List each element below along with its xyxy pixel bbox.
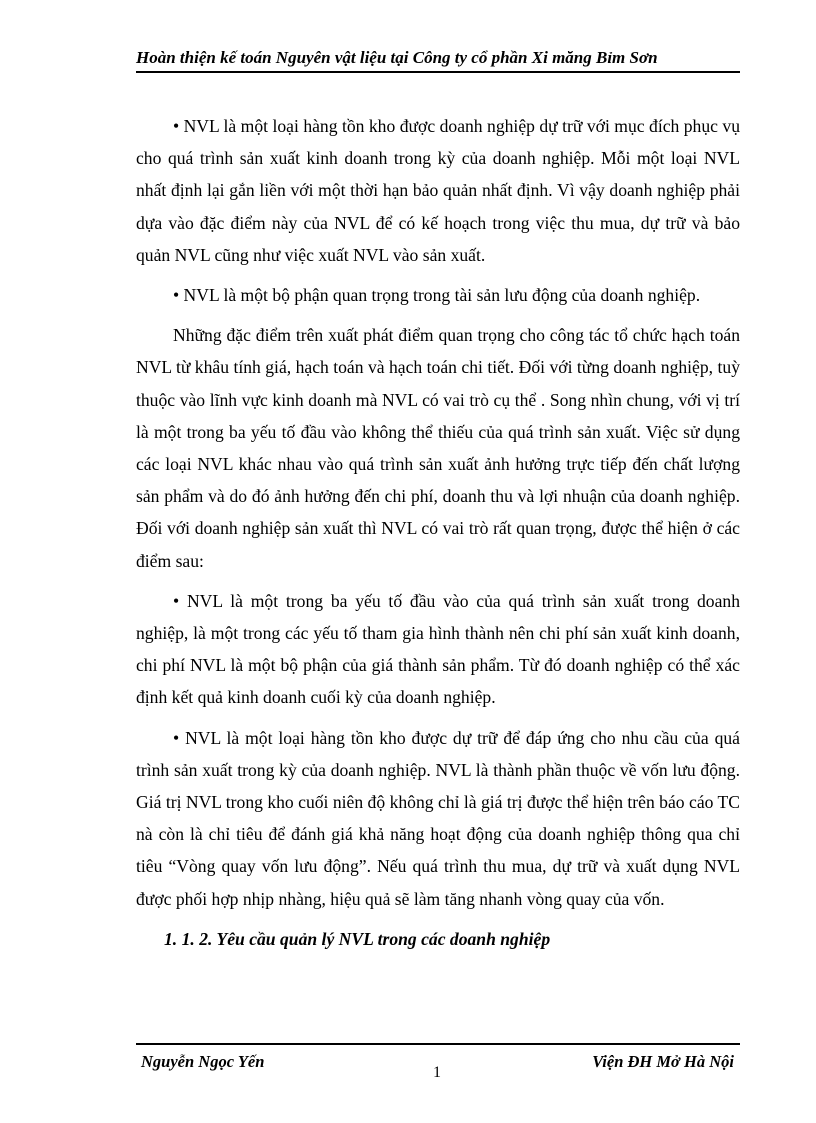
paragraph-characteristics: Những đặc điểm trên xuất phát điểm quan trọng cho công tác tổ chức hạch toán NVL từ khâu tính giá, hạch toán và hạch toán chi tiết. Đối với từng doanh nghiệp, tuỳ thuộc vào lĩnh vực kinh doanh mà NVL có vai trò cụ thể . Song nhìn chung, với vị trí là một trong ba yếu tố đầu vào không thể thiếu của quá trình sản xuất. Việc sử dụng các loại NVL khác nhau vào quá trình sản xuất ảnh hưởng trực tiếp đến chất lượng sản phẩm và do đó ảnh hưởng đến chi phí, doanh thu và lợi nhuận của doanh nghiệp. Đối với doanh nghiệp sản xuất thì NVL có vai trò rất quan trọng, được thể hiện ở các điểm sau: — [136, 325, 740, 571]
paragraph-nvl-working-capital: • NVL là một loại hàng tồn kho được dự trữ để đáp ứng cho nhu cầu của quá trình sản xuất trong kỳ của doanh nghiệp. NVL là thành phần thuộc về vốn lưu động. Giá trị NVL trong kho cuối niên độ không chỉ là giá trị được thể hiện trên báo cáo TC nà còn là chỉ tiêu để đánh giá khả năng hoạt động của doanh nghiệp thông qua chỉ tiêu “Vòng quay vốn lưu động”. Nếu quá trình thu mua, dự trữ và xuất dụng NVL được phối hợp nhịp nhàng, hiệu quả sẽ làm tăng nhanh vòng quay của vốn. — [136, 727, 740, 909]
page-number: 1 — [433, 1064, 441, 1081]
footer-institution: Viện ĐH Mở Hà Nội — [592, 1052, 734, 1071]
paragraph-nvl-input-factor: • NVL là một trong ba yếu tố đầu vào của quá trình sản xuất trong doanh nghiệp, là một trong các yếu tố tham gia hình thành nên chi phí sản xuất kinh doanh, chi phí NVL là một bộ phận của giá thành sản phẩm. Từ đó doanh nghiệp có thể xác định kết quả kinh doanh cuối kỳ của doanh nghiệp. — [136, 590, 740, 708]
paragraph-nvl-inventory: • NVL là một loại hàng tồn kho được doanh nghiệp dự trữ với mục đích phục vụ cho quá trình sản xuất kinh doanh trong kỳ của doanh nghiệp. Mỗi một loại NVL nhất định lại gắn liền với một thời hạn bảo quản nhất định. Vì vậy doanh nghiệp phải dựa vào đặc điểm này của NVL để có kế hoạch trong việc thu mua, dự trữ và bảo quản NVL cũng như việc xuất NVL vào sản xuất. — [136, 116, 740, 265]
footer-author: Nguyễn Ngọc Yến — [141, 1052, 265, 1071]
page-header-title: Hoàn thiện kế toán Nguyên vật liệu tại Công ty cổ phần Xi măng Bỉm Sơn — [136, 46, 740, 73]
section-heading: 1. 1. 2. Yêu cầu quản lý NVL trong các doanh nghiệp — [164, 928, 551, 949]
document-body — [136, 110, 740, 963]
paragraph-nvl-current-assets: • NVL là một bộ phận quan trọng trong tài sản lưu động của doanh nghiệp. — [173, 285, 701, 306]
footer-divider — [136, 1043, 740, 1045]
